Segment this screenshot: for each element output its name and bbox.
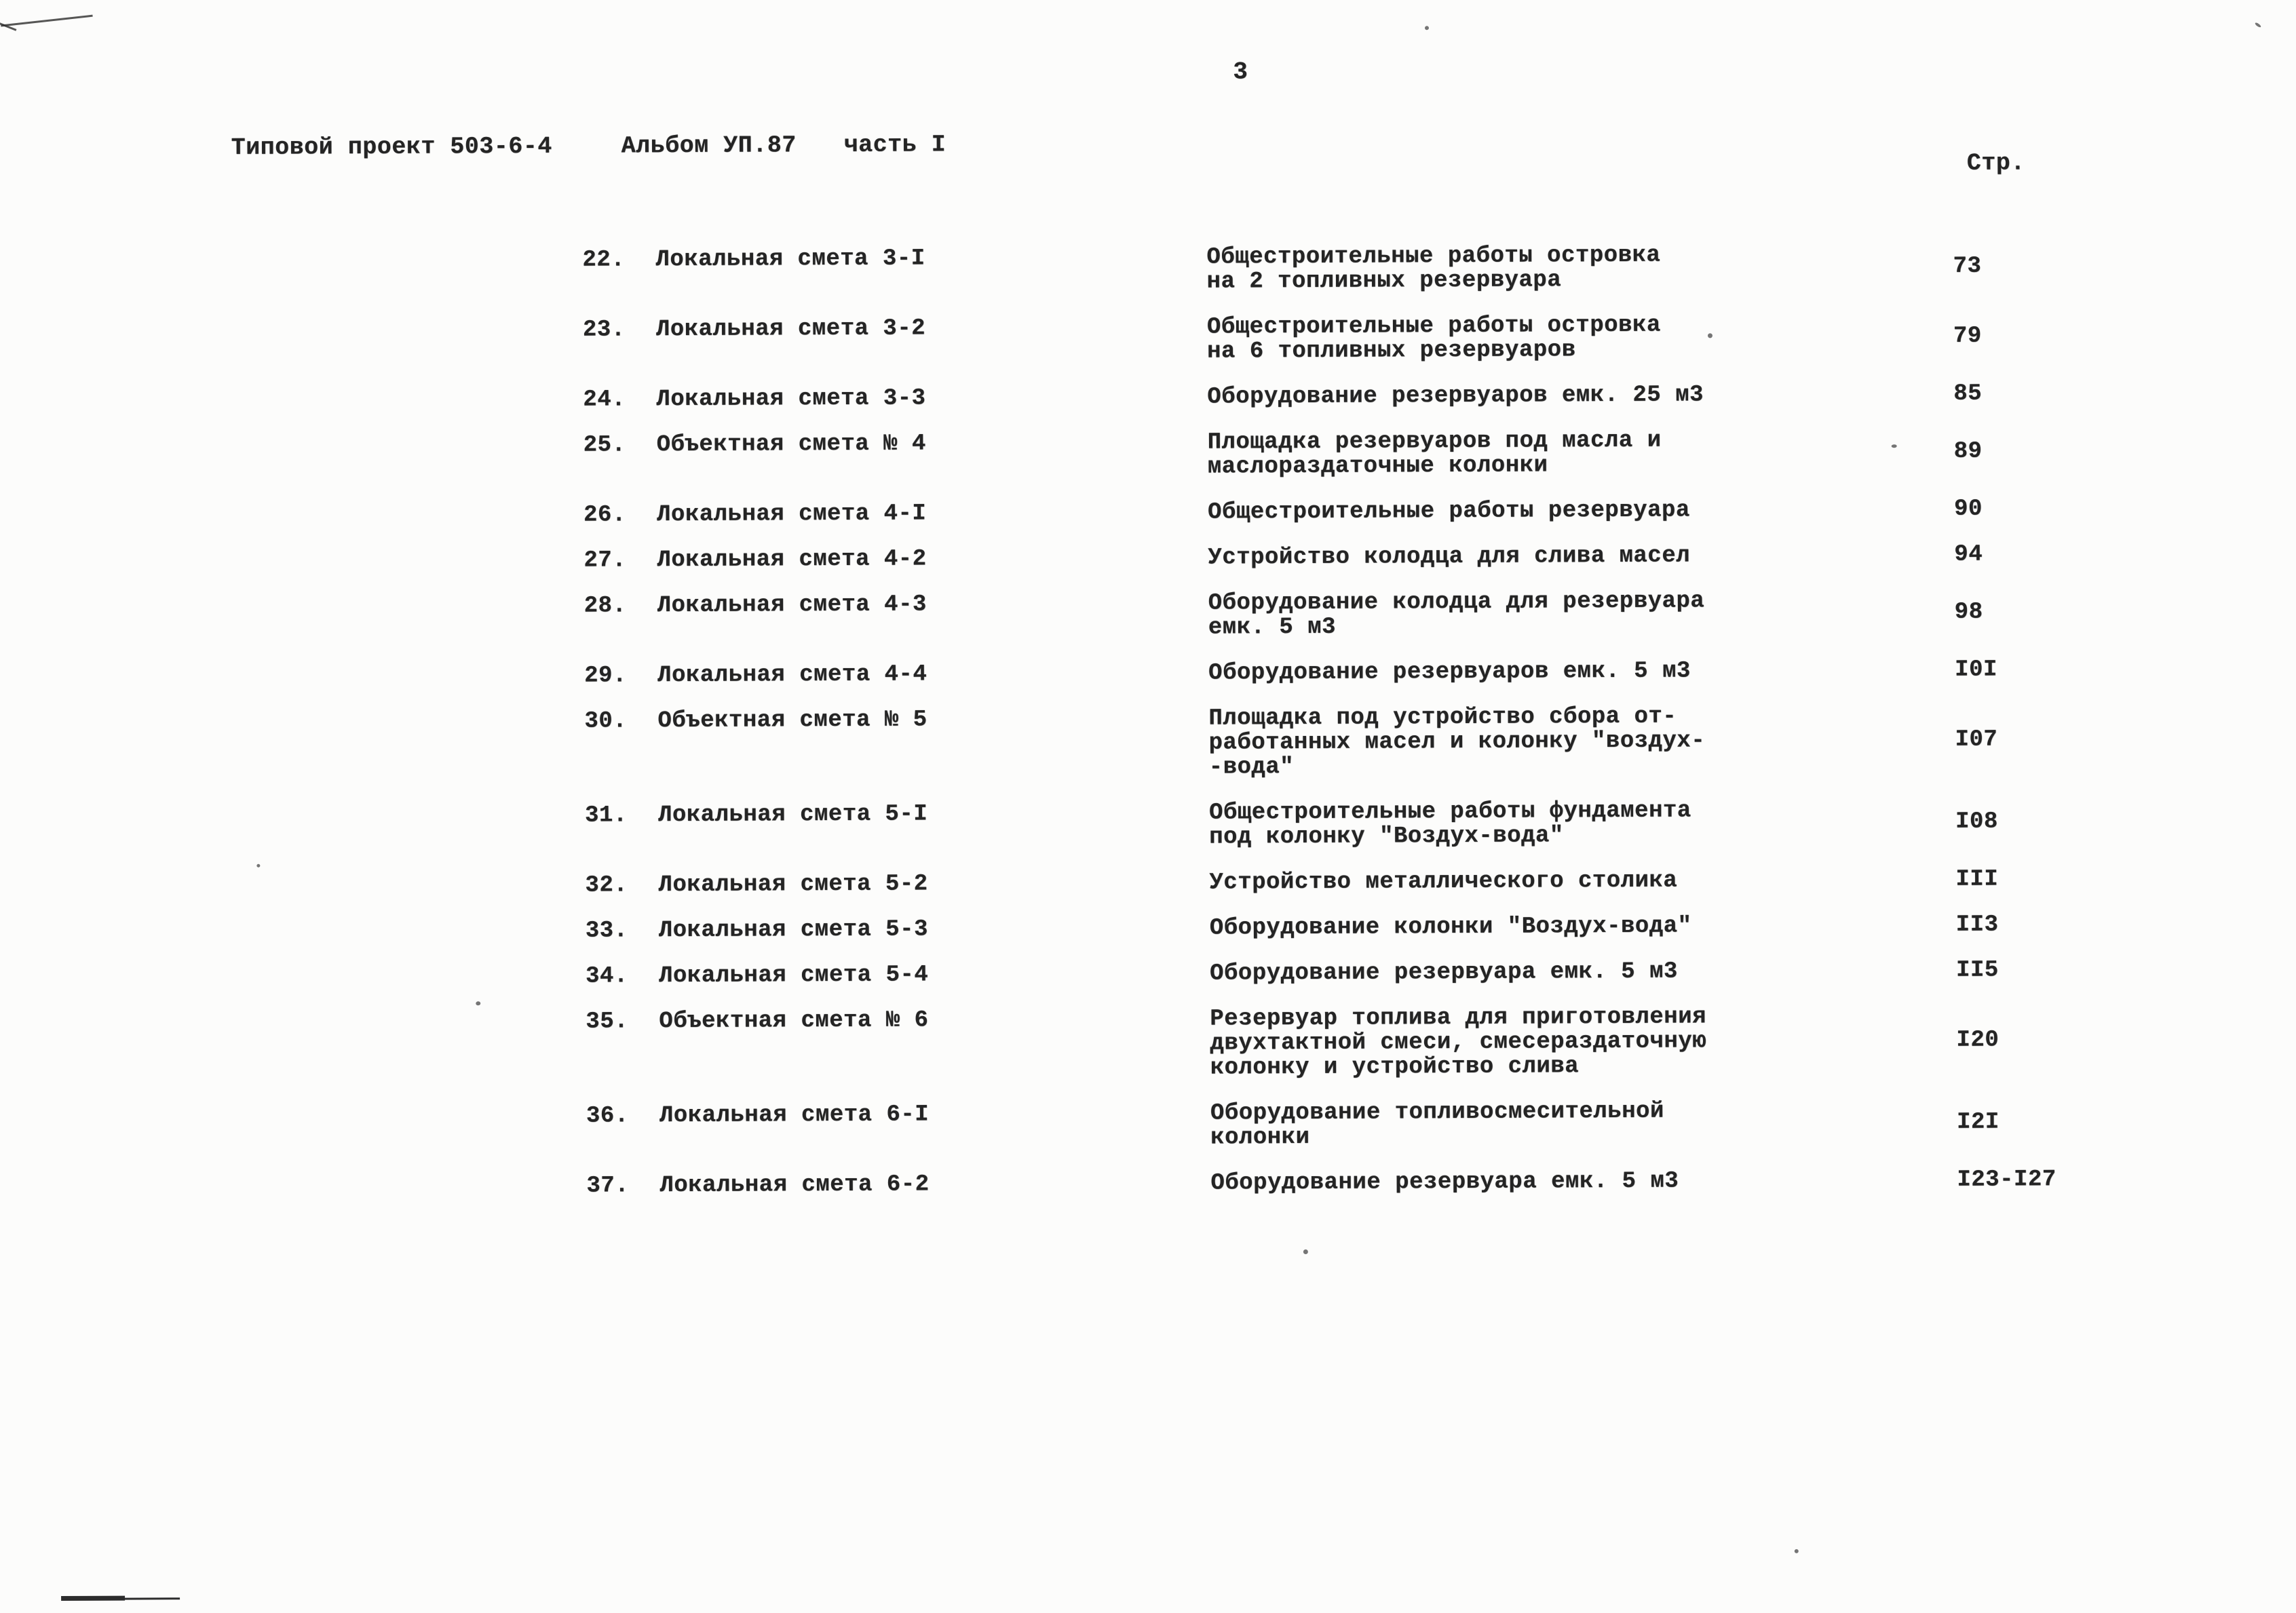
scan-artifact-speck bbox=[256, 864, 260, 868]
row-item: Локальная смета 4-4 bbox=[657, 661, 927, 689]
row-description: Оборудование колонки "Воздух-вода" bbox=[1209, 913, 1692, 941]
row-description: Площадка резервуаров под масла и маслораздаточные колонки bbox=[1207, 427, 1662, 480]
table-row bbox=[1, 1167, 2296, 1201]
row-description: Общестроительные работы фундамента под колонку "Воздух-вода" bbox=[1208, 798, 1691, 851]
table-row bbox=[1, 957, 2296, 992]
row-item: Локальная смета 3-2 bbox=[655, 315, 926, 343]
row-number: 29. bbox=[584, 663, 627, 689]
row-page: I23-I27 bbox=[1957, 1167, 2056, 1193]
scan-artifact-speck bbox=[1795, 1549, 1799, 1553]
row-item: Локальная смета 5-2 bbox=[658, 871, 928, 899]
scan-artifact-speck bbox=[1303, 1249, 1308, 1254]
row-item: Локальная смета 4-I bbox=[657, 501, 927, 528]
scan-artifact-speck bbox=[476, 1001, 480, 1005]
row-description: Оборудование резервуаров емк. 5 м3 bbox=[1208, 658, 1691, 686]
row-number: 28. bbox=[583, 593, 627, 619]
table-row bbox=[1, 912, 2296, 946]
scan-artifact-speck bbox=[1892, 444, 1897, 448]
row-description: Оборудование резервуара емк. 5 м3 bbox=[1210, 1168, 1679, 1197]
row-item: Объектная смета № 6 bbox=[659, 1007, 929, 1035]
row-description: Устройство колодца для слива масел bbox=[1208, 543, 1691, 571]
row-number: 34. bbox=[586, 963, 628, 990]
row-description: Оборудование резервуаров емк. 25 м3 bbox=[1207, 382, 1704, 410]
row-page: I2I bbox=[1956, 1109, 2000, 1135]
row-number: 22. bbox=[582, 247, 626, 273]
scan-artifact-line bbox=[121, 1597, 180, 1599]
row-number: 26. bbox=[583, 502, 626, 528]
row-item: Объектная смета № 4 bbox=[656, 431, 926, 459]
row-description: Общестроительные работы островка на 6 топливных резервуаров bbox=[1206, 312, 1661, 365]
row-page: 85 bbox=[1953, 381, 1983, 407]
table-row bbox=[0, 496, 2295, 530]
row-page: I08 bbox=[1955, 809, 1998, 835]
row-description: Оборудование топливосмесительной колонки bbox=[1210, 1098, 1664, 1151]
scan-artifact-speck bbox=[1708, 333, 1713, 338]
table-row bbox=[0, 866, 2296, 901]
row-item: Локальная смета 3-I bbox=[655, 246, 925, 273]
table-row bbox=[1, 1003, 2296, 1086]
row-page: 90 bbox=[1954, 496, 1983, 522]
row-number: 33. bbox=[585, 918, 628, 944]
header-part: часть I bbox=[843, 131, 946, 159]
row-description: Оборудование колодца для резервуара емк. 5 м3 bbox=[1208, 588, 1705, 641]
row-page: 89 bbox=[1953, 438, 1983, 465]
row-page: 98 bbox=[1954, 599, 1983, 625]
row-page: 94 bbox=[1954, 541, 1983, 568]
row-page: III bbox=[1955, 866, 1999, 893]
table-of-contents bbox=[0, 241, 2296, 1222]
table-row bbox=[1, 1097, 2296, 1156]
document-header bbox=[0, 125, 2293, 168]
row-number: 30. bbox=[584, 708, 628, 735]
row-number: 31. bbox=[584, 802, 628, 829]
row-item: Локальная смета 5-4 bbox=[659, 962, 929, 990]
row-page: II5 bbox=[1955, 957, 1999, 984]
table-row bbox=[0, 426, 2295, 485]
table-row bbox=[0, 541, 2295, 576]
row-page: I20 bbox=[1956, 1027, 2000, 1053]
row-item: Локальная смета 5-I bbox=[657, 801, 928, 829]
scan-artifact-pen-mark bbox=[1, 15, 93, 27]
row-page: 73 bbox=[1953, 253, 1982, 279]
row-item: Объектная смета № 5 bbox=[657, 707, 927, 735]
row-description: Общестроительные работы резервуара bbox=[1208, 497, 1690, 526]
row-page: I0I bbox=[1955, 657, 1997, 683]
row-description: Устройство металлического столика bbox=[1209, 868, 1678, 896]
row-description: Резервуар топлива для приготовления двухтактной смеси, смесераздаточную колонку и устройство слива bbox=[1210, 1004, 1707, 1081]
table-row bbox=[0, 657, 2295, 691]
table-row bbox=[0, 311, 2294, 370]
row-number: 27. bbox=[583, 547, 627, 574]
row-page: 79 bbox=[1953, 323, 1982, 349]
row-item: Локальная смета 6-2 bbox=[659, 1171, 930, 1199]
header-project-title: Типовой проект 503-6-4 bbox=[231, 132, 552, 161]
row-number: 36. bbox=[586, 1103, 629, 1129]
row-item: Локальная смета 6-I bbox=[659, 1102, 930, 1129]
row-number: 23. bbox=[582, 317, 626, 343]
scan-artifact-line bbox=[61, 1596, 125, 1601]
row-number: 37. bbox=[586, 1173, 630, 1199]
table-row bbox=[0, 381, 2294, 415]
row-page: I07 bbox=[1955, 726, 1998, 753]
row-number: 35. bbox=[586, 1009, 629, 1035]
row-description: Площадка под устройство сбора от- работанных масел и колонку "воздух- -вода" bbox=[1208, 703, 1706, 781]
header-album: Альбом УП.87 bbox=[621, 132, 797, 160]
table-row bbox=[0, 587, 2295, 646]
row-item: Локальная смета 5-3 bbox=[658, 916, 929, 944]
row-number: 24. bbox=[583, 387, 626, 413]
row-number: 32. bbox=[585, 872, 628, 899]
page-number: 3 bbox=[1233, 58, 1248, 86]
table-row bbox=[0, 241, 2294, 300]
pages-column-header: Стр. bbox=[1966, 149, 2025, 177]
row-item: Локальная смета 4-3 bbox=[657, 591, 927, 619]
row-item: Локальная смета 4-2 bbox=[657, 546, 927, 574]
table-row bbox=[0, 796, 2296, 855]
scan-artifact-speck bbox=[1425, 26, 1429, 30]
scan-artifact-speck bbox=[2255, 22, 2261, 28]
table-row bbox=[0, 702, 2296, 785]
row-description: Оборудование резервуара емк. 5 м3 bbox=[1209, 958, 1678, 987]
row-number: 25. bbox=[583, 432, 626, 459]
row-page: II3 bbox=[1955, 912, 1999, 938]
row-item: Локальная смета 3-3 bbox=[656, 385, 926, 413]
row-description: Общестроительные работы островка на 2 топливных резервуара bbox=[1206, 242, 1661, 295]
